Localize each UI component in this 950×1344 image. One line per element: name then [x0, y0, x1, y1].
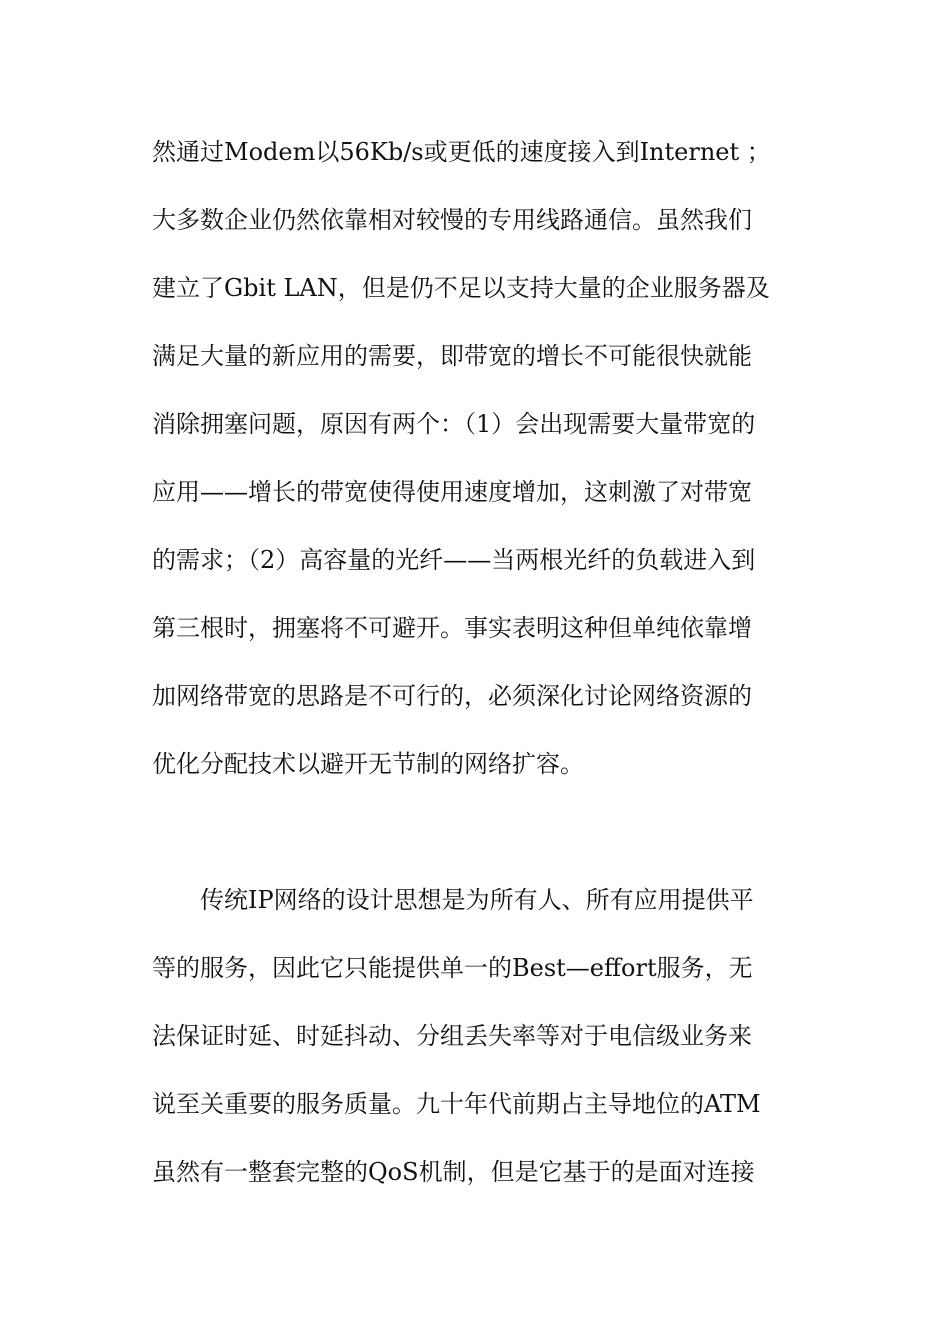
text-line: 等的服务，因此它只能提供单一的Best—effort服务，无: [152, 954, 753, 982]
text-line: 第三根时，拥塞将不可避开。事实表明这种但单纯依靠增: [152, 614, 752, 642]
text-line: 法保证时延、时延抖动、分组丢失率等对于电信级业务来: [152, 1022, 752, 1050]
text-line: 消除拥塞问题，原因有两个：（1）会出现需要大量带宽的: [152, 410, 756, 438]
text-line: 加网络带宽的思路是不可行的，必须深化讨论网络资源的: [152, 682, 752, 710]
paragraph-1: [152, 118, 812, 798]
text-line: 应用——增长的带宽使得使用速度增加，这刺激了对带宽: [152, 478, 752, 506]
text-line: 然通过Modem以56Kb/s或更低的速度接入到Internet ；: [152, 138, 771, 166]
text-line: 大多数企业仍然依靠相对较慢的专用线路通信。虽然我们: [152, 206, 752, 234]
text-line: 满足大量的新应用的需要，即带宽的增长不可能很快就能: [152, 342, 752, 370]
text-line: 说至关重要的服务质量。九十年代前期占主导地位的ATM: [152, 1090, 761, 1118]
paragraph-2: [152, 866, 812, 1206]
text-line: 优化分配技术以避开无节制的网络扩容。: [152, 750, 584, 778]
text-line: 建立了Gbit LAN，但是仍不足以支持大量的企业服务器及: [152, 274, 770, 302]
text-line: 传统IP网络的设计思想是为所有人、所有应用提供平: [200, 886, 754, 914]
text-line: 的需求；（2）高容量的光纤——当两根光纤的负载进入到: [152, 546, 756, 574]
text-line: 虽然有一整套完整的QoS机制，但是它基于的是面对连接: [152, 1158, 755, 1186]
